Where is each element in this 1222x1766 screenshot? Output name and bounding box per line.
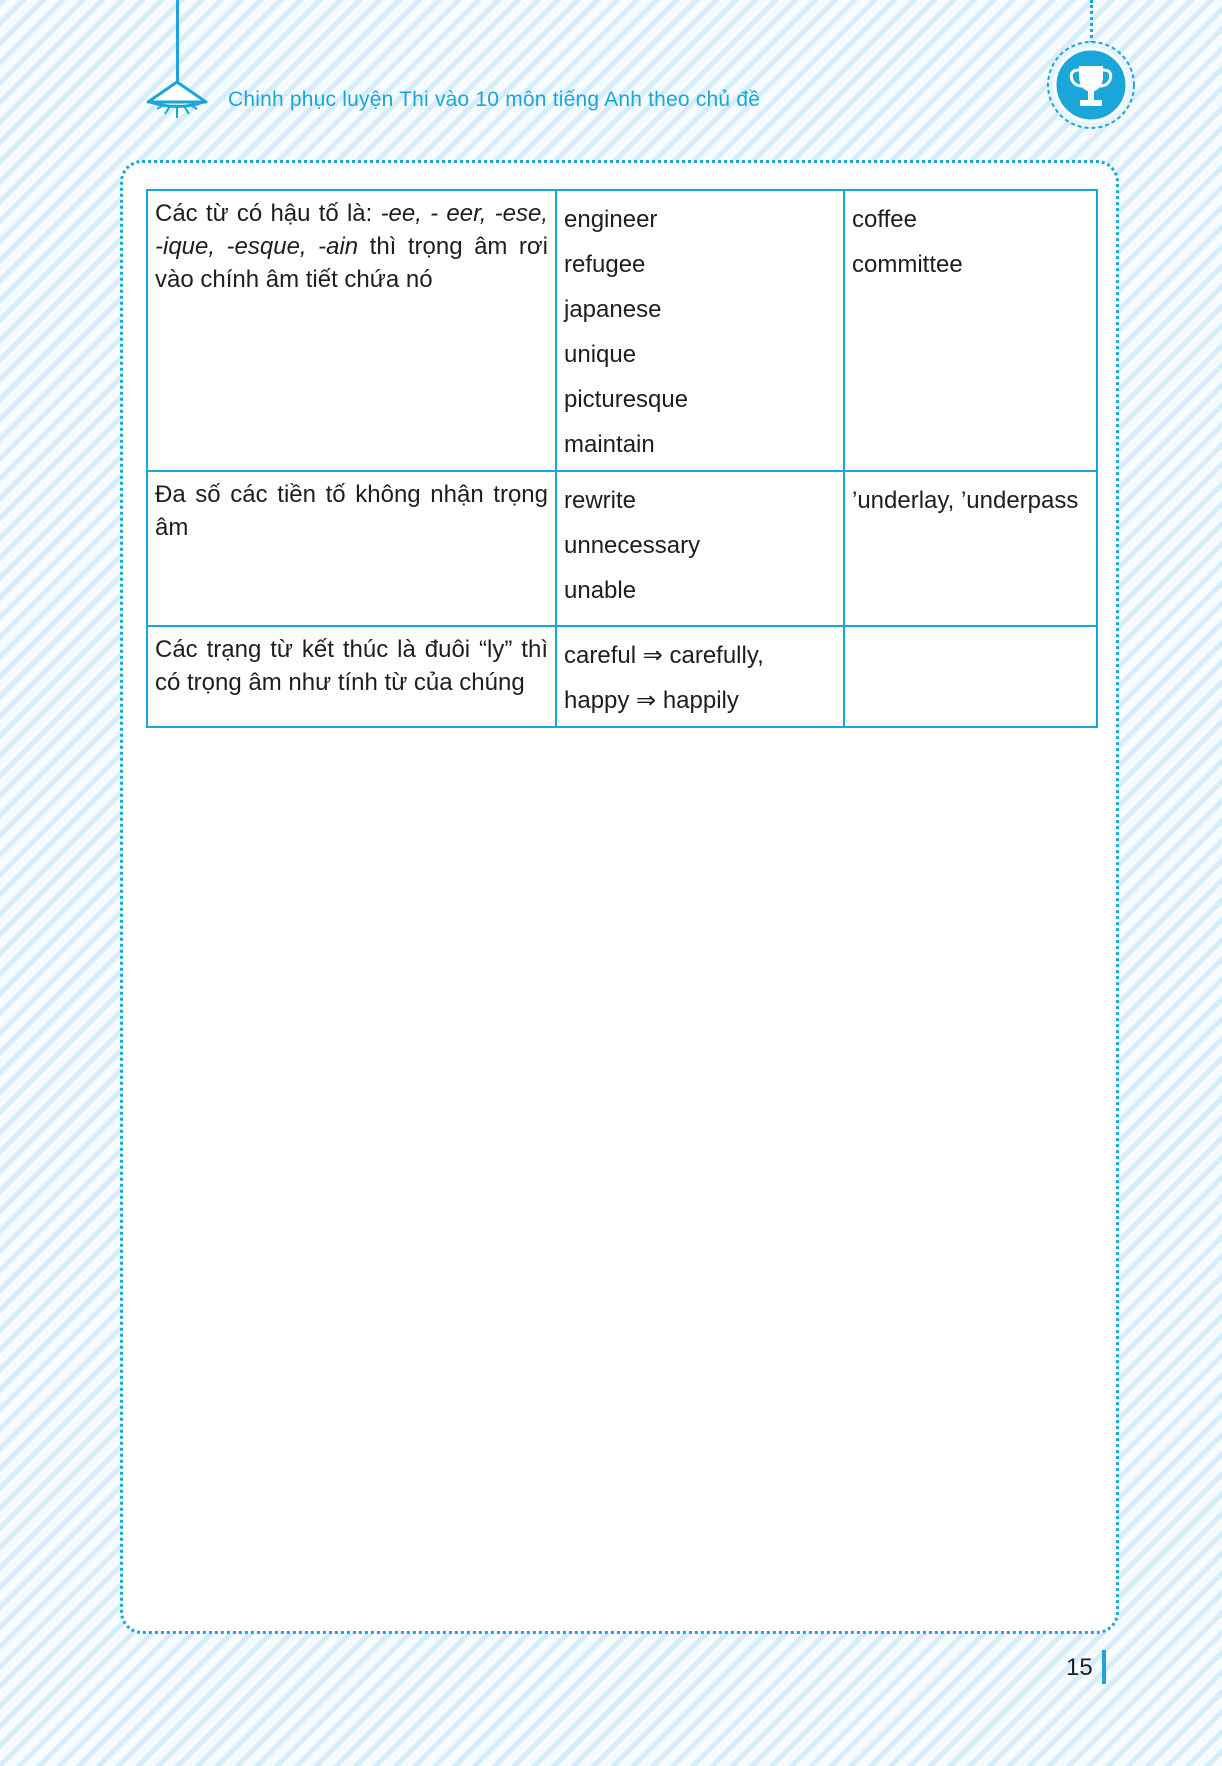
rule-text: Đa số các tiền tố không nhận trọng âm bbox=[155, 481, 548, 541]
rule-text: Các trạng từ kết thúc là đuôi “ly” thì có trọng âm như tính từ của chúng bbox=[155, 636, 548, 696]
table-row bbox=[147, 626, 1097, 727]
exceptions-cell bbox=[844, 626, 1097, 727]
lamp-cord bbox=[176, 0, 179, 84]
rule-text: thì trọng âm rơi vào chính âm tiết chứa nó bbox=[155, 233, 548, 293]
example-word: happy ⇒ happily bbox=[564, 687, 739, 714]
example-word: unable bbox=[564, 577, 637, 604]
table-row bbox=[147, 190, 1097, 471]
example-word: unnecessary bbox=[564, 532, 701, 559]
examples-cell bbox=[556, 190, 844, 471]
header-title: Chinh phục luyện Thi vào 10 môn tiếng Anh theo chủ đề bbox=[228, 88, 761, 111]
badge-cord bbox=[1090, 0, 1093, 44]
trophy-icon bbox=[1046, 40, 1136, 130]
example-word: rewrite bbox=[564, 487, 637, 514]
example-word: picturesque bbox=[564, 386, 689, 413]
rule-text: Các từ có hậu tố là: bbox=[155, 200, 381, 227]
example-word: maintain bbox=[564, 431, 655, 458]
lamp-icon bbox=[144, 80, 210, 120]
page-number: 15 bbox=[1066, 1654, 1093, 1681]
example-word: refugee bbox=[564, 251, 646, 278]
example-word: careful ⇒ carefully, bbox=[564, 642, 764, 669]
exceptions-cell bbox=[844, 471, 1097, 626]
exception-word: coffee bbox=[852, 206, 917, 233]
example-word: unique bbox=[564, 341, 637, 368]
exceptions-cell bbox=[844, 190, 1097, 471]
exception-word: ’underlay, ’underpass bbox=[852, 487, 1079, 514]
rule-suffix-list: -ee, - eer, -ese, -ique, -esque, -ain bbox=[155, 200, 548, 260]
rule-cell bbox=[147, 190, 556, 471]
rule-cell bbox=[147, 471, 556, 626]
example-word: engineer bbox=[564, 206, 658, 233]
table-row bbox=[147, 471, 1097, 626]
examples-cell bbox=[556, 471, 844, 626]
rule-cell bbox=[147, 626, 556, 727]
exception-word: committee bbox=[852, 251, 963, 278]
examples-cell bbox=[556, 626, 844, 727]
stress-rules-table bbox=[146, 189, 1098, 728]
page-number-bar bbox=[1102, 1650, 1106, 1684]
example-word: japanese bbox=[564, 296, 662, 323]
